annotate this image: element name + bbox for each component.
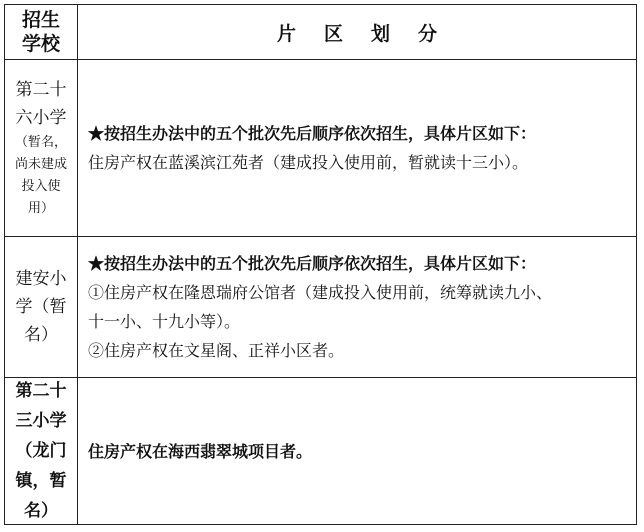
header-area [78,5,636,59]
school-note-line: 尚未建成 [14,157,67,172]
school-name-line: 第二十 [15,80,67,100]
school-name-line: 六小学 [15,108,67,128]
header-area-char: 片 [276,22,296,45]
header-area-char: 区 [323,22,343,45]
header-area-char: 划 [371,22,391,45]
header-school [5,5,77,59]
school-name-line: 名） [24,325,58,345]
area-line: ①住房产权在隆恩瑞府公馆者（建成投入使用前，统筹就读九小、 [88,283,553,302]
area-line: 住房产权在海西翡翠城项目者。 [88,441,313,461]
table-border-bottom [4,524,637,525]
table-border-right [636,4,637,525]
school-name-line: （龙门 [15,441,67,461]
header-school-line: 招生 [21,9,60,31]
area-cell [78,60,636,236]
school-cell [5,378,77,524]
area-line: 住房产权在蓝溪滨江苑者（建成投入使用前，暂就读十三小）。 [88,153,529,172]
area-line: ★按招生办法中的五个批次先后顺序依次招生，具体片区如下： [88,254,537,273]
header-area-char: 分 [418,22,438,45]
area-line: 十一小、十九小等）。 [88,312,241,331]
area-line: ②住房产权在文星阁、正祥小区者。 [88,341,345,360]
school-name-line: 建安小 [15,269,67,289]
school-note-line: 用） [27,201,54,216]
school-name-line: 镇，暂 [15,471,67,491]
school-name-line: 第二十 [15,381,67,401]
school-cell [5,60,77,236]
school-name-line: 名） [24,501,58,521]
area-cell [78,378,636,524]
school-name-line: 三小学 [15,411,67,431]
area-cell [78,237,636,377]
school-note-line: （暂名， [14,135,67,150]
area-line: ★按招生办法中的五个批次先后顺序依次招生，具体片区如下： [88,124,537,143]
school-name-line: 学（暂 [15,297,67,317]
school-note-line: 投入使 [21,179,61,194]
zoning-table [4,4,637,525]
header-school-line: 学校 [21,33,60,55]
school-cell [5,237,77,377]
